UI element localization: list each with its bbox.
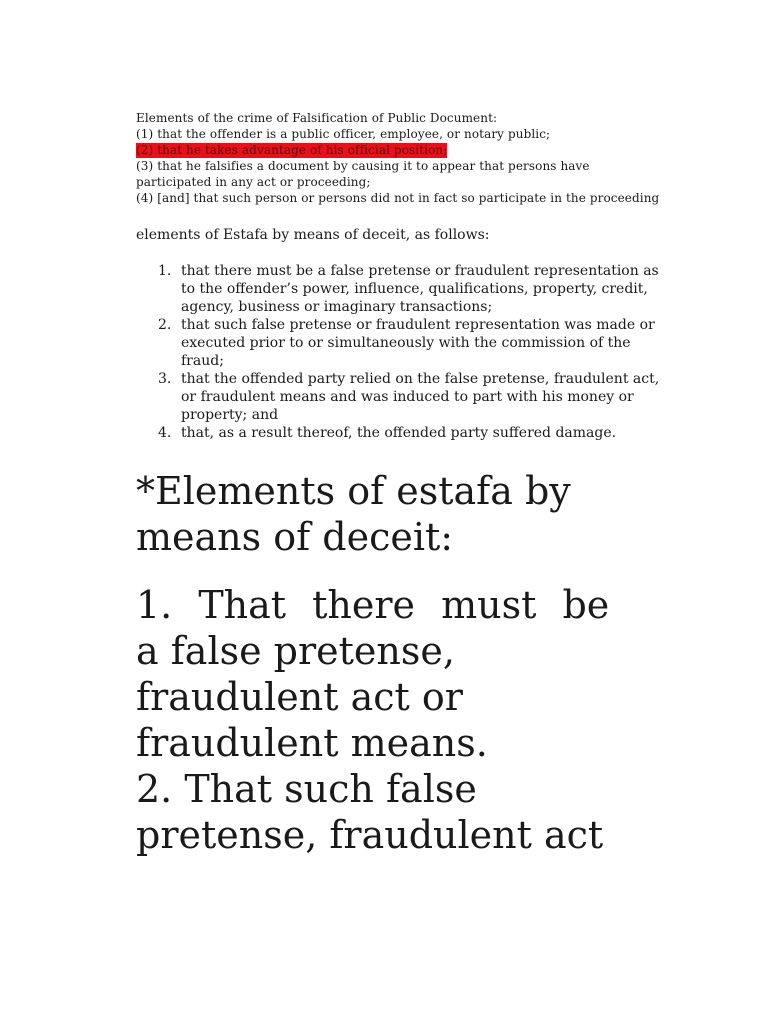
list-item [136,262,696,316]
slide-heading [136,468,736,560]
slide-body-line: fraudulent means. [136,721,488,765]
list-item-number: 4. [158,425,172,441]
falsification-element-2-highlighted: (2) that he takes advantage of his official position; [136,143,448,157]
list-item-text: property; and [181,407,279,423]
list-item-number: 1. [158,263,172,279]
falsification-element-2-row [136,142,696,158]
slide-heading-line: means of deceit: [136,515,454,559]
slide-body-line: a false pretense, [136,629,455,673]
slide-body-line: 1. That there must be [136,583,610,627]
list-item [136,424,696,442]
list-item-text: executed prior to or simultaneously with the commission of the [181,335,631,351]
falsification-title: Elements of the crime of Falsification of Public Document: [136,111,498,125]
list-item-number: 2. [158,317,172,333]
list-item-text: to the offender’s power, influence, qualifications, property, credit, [181,281,648,297]
list-item-text: that the offended party relied on the false pretense, fraudulent act, [181,371,660,387]
list-item [136,316,696,370]
list-item-text: fraud; [181,353,224,369]
estafa-intro: elements of Estafa by means of deceit, as follows: [136,227,490,243]
list-item-text: or fraudulent means and was induced to part with his money or [181,389,634,405]
list-item-number: 3. [158,371,172,387]
falsification-element-3-continued: participated in any act or proceeding; [136,175,371,189]
slide-text [136,468,736,858]
slide-body-line: fraudulent act or [136,675,463,719]
slide-heading-line: *Elements of estafa by [136,469,571,513]
slide-body [136,582,736,858]
slide-body-line: pretense, fraudulent act [136,813,604,857]
estafa-elements-list [136,262,696,442]
list-item-text: agency, business or imaginary transactions; [181,299,493,315]
falsification-element-3: (3) that he falsifies a document by causing it to appear that persons have [136,159,590,173]
list-item-text: that there must be a false pretense or fraudulent representation as [181,263,659,279]
slide-body-line: 2. That such false [136,767,477,811]
list-item-text: that, as a result thereof, the offended party suffered damage. [181,425,617,441]
list-item [136,370,696,424]
falsification-element-1: (1) that the offender is a public officer, employee, or notary public; [136,127,551,141]
falsification-elements [136,110,696,206]
list-item-text: that such false pretense or fraudulent representation was made or [181,317,655,333]
falsification-element-4: (4) [and] that such person or persons did not in fact so participate in the proceeding [136,191,660,205]
